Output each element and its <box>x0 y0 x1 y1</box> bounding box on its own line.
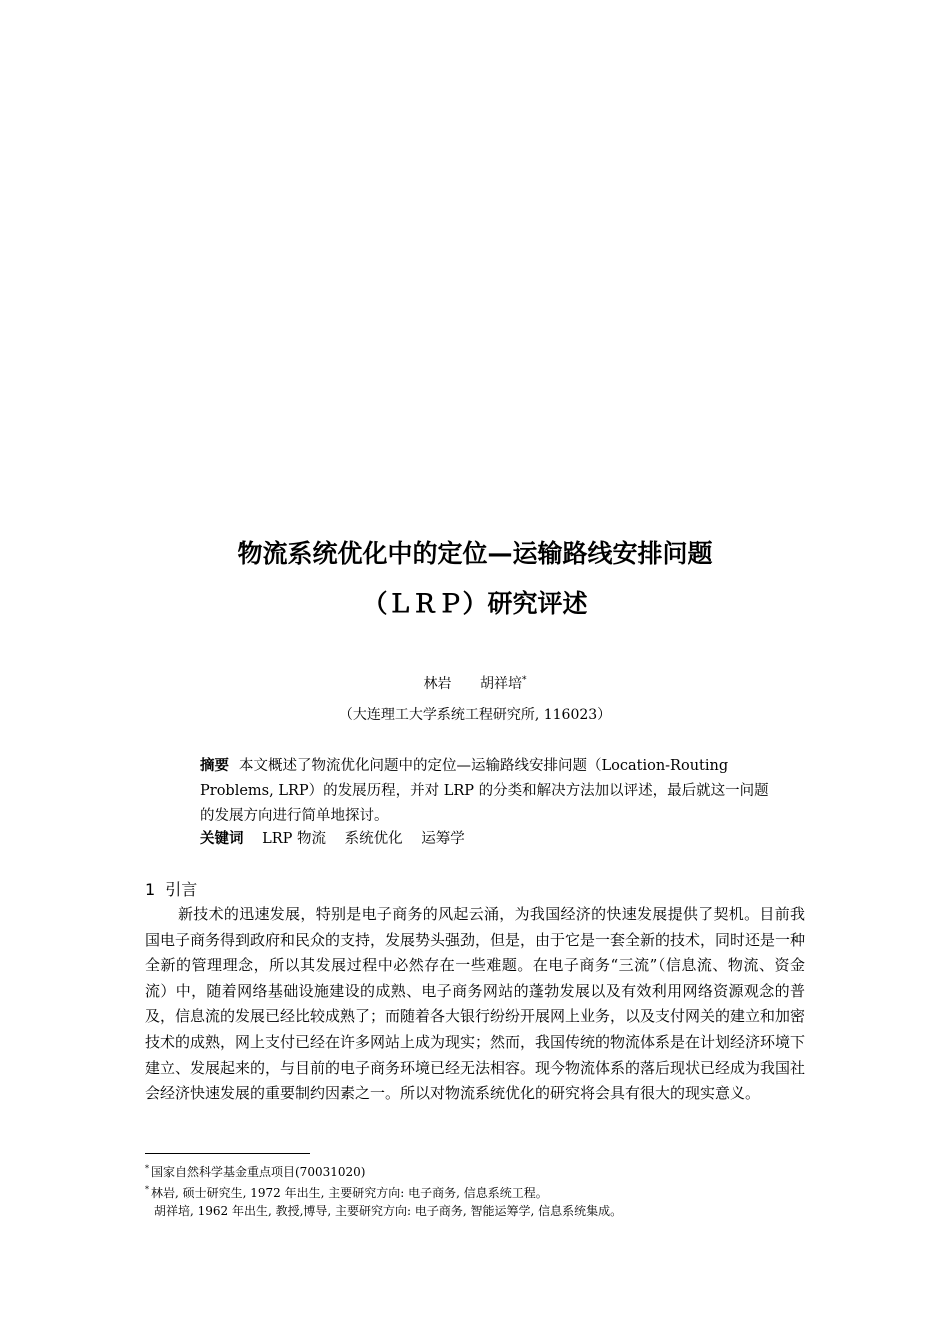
footnote <box>145 1202 785 1220</box>
keyword: 系统优化 <box>344 831 403 847</box>
author-name: 胡祥培* <box>479 675 527 692</box>
section-body-paragraph: 新技术的迅速发展，特别是电子商务的风起云涌，为我国经济的快速发展提供了契机。目前我国电子商务得到政府和民众的支持，发展势头强劲，但是，由于它是一套全新的技术，同时还是一种全新的管理理念，所以其发展过程中必然存在一些难题。在电子商务“三流”（信息流、物流、资金流）中，随着网络基础设施建设的成熟、电子商务网站的蓬勃发展以及有效利用网络资源观念的普及，信息流的发展已经比较成熟了；而随着各大银行纷纷开展网上业务，以及支付网关的建立和加密技术的成熟，网上支付已经在许多网站上成为现实；然而，我国传统的物流体系是在计划经济环境下建立、发展起来的，与目前的电子商务环境已经无法相容。现今物流体系的落后现状已经成为我国社会经济快速发展的重要制约因素之一。所以对物流系统优化的研究将会具有很大的现实意义。 <box>145 905 806 1103</box>
section-heading <box>145 878 197 902</box>
footnotes <box>145 1160 785 1220</box>
footnote-text: 林岩, 硕士研究生, 1972 年出生, 主要研究方向: 电子商务, 信息系统工程。 <box>151 1186 548 1200</box>
keywords-block <box>200 827 770 852</box>
footnote-text: 国家自然科学基金重点项目(70031020) <box>151 1165 366 1179</box>
abstract-block <box>200 754 770 829</box>
keyword: 运筹学 <box>421 831 465 847</box>
abstract-text: 本文概述了物流优化问题中的定位—运输路线安排问题（Location-Routing Problems, LRP）的发展历程，并对 LRP 的分类和解决方法加以评述，最后就这一问题的发展方向进行简单地探讨。 <box>200 758 769 824</box>
footnote-marker: * <box>145 1164 149 1173</box>
keyword: LRP 物流 <box>262 831 327 847</box>
author-list <box>0 670 950 694</box>
paper-title-line-2: （ＬＲＰ）研究评述 <box>362 589 588 618</box>
keywords-label: 关键词 <box>200 831 244 847</box>
section-number: 1 <box>145 880 156 899</box>
author-name: 林岩 <box>423 675 452 692</box>
footnote-marker: * <box>145 1185 149 1194</box>
footnote-marker: * <box>521 675 527 685</box>
abstract-label: 摘要 <box>200 758 229 774</box>
footnote-text: 胡祥培, 1962 年出生, 教授,博导, 主要研究方向: 电子商务, 智能运筹学, 信息系统集成。 <box>154 1204 623 1218</box>
section-title: 引言 <box>165 880 198 899</box>
paper-title-line-1: 物流系统优化中的定位—运输路线安排问题 <box>237 539 713 568</box>
affiliation: （大连理工大学系统工程研究所, 116023） <box>338 707 612 723</box>
footnote <box>145 1160 785 1181</box>
footnote-separator <box>145 1153 310 1154</box>
footnote <box>145 1181 785 1202</box>
